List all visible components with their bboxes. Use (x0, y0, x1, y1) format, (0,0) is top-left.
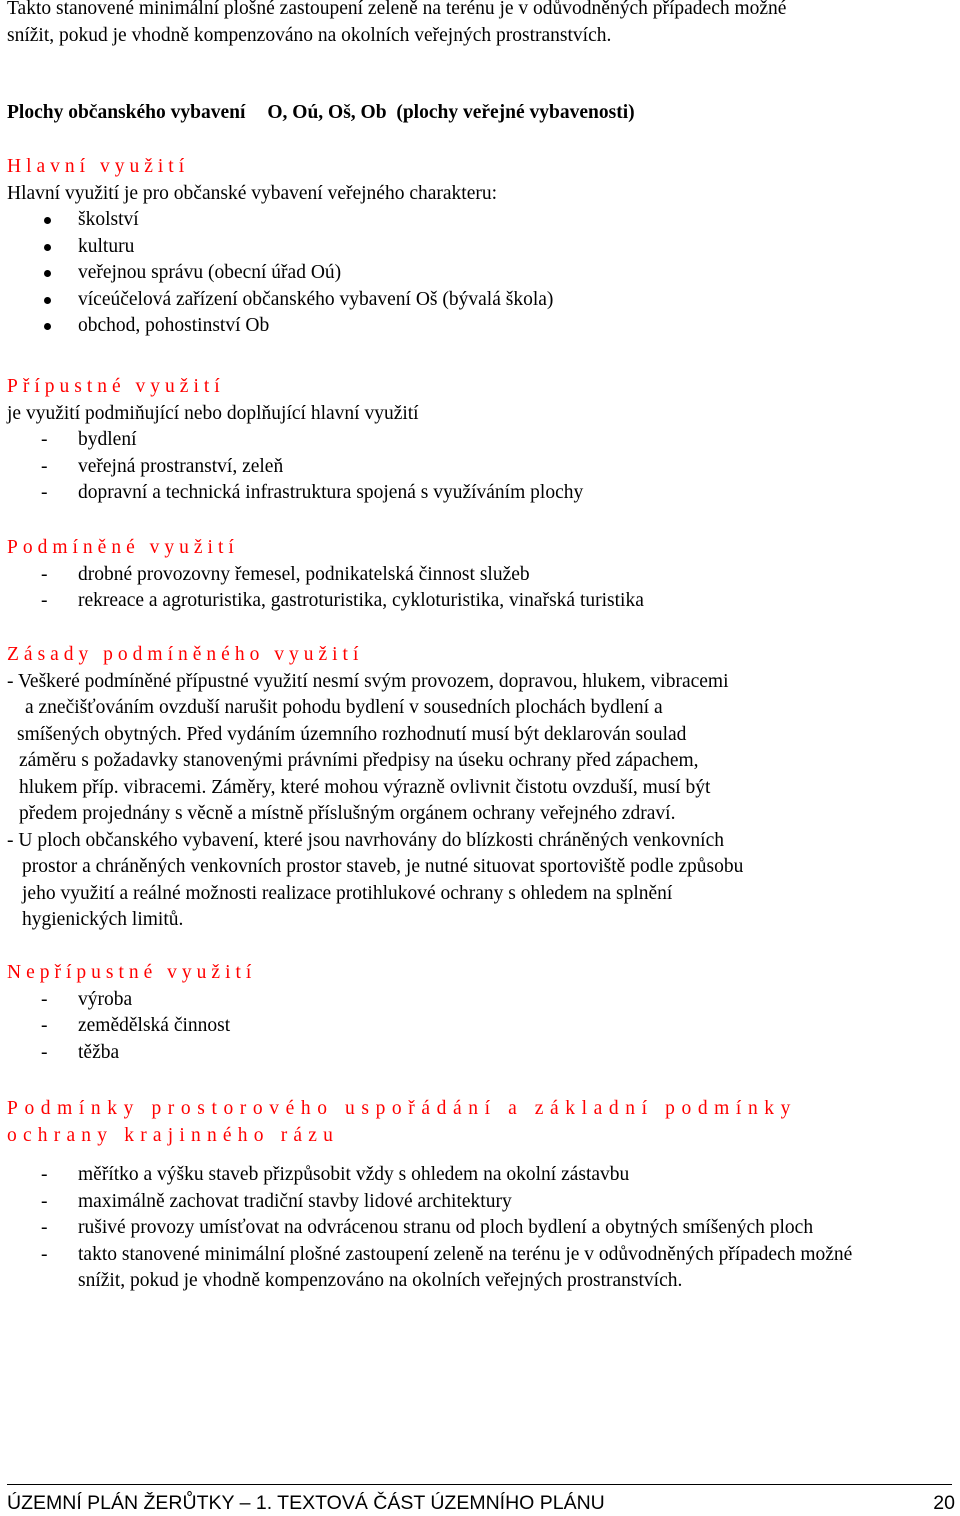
hlavni-list (7, 207, 952, 340)
footer-divider (7, 1484, 952, 1485)
intro-paragraph (7, 0, 952, 49)
zasady-paragraph-2 (7, 828, 952, 934)
pripustne-heading: Přípustné využití (7, 376, 225, 397)
podminky-heading-line1: Podmínky prostorového uspořádání a základní podmínky (7, 1098, 798, 1119)
text-line: hlukem příp. vibracemi. Záměry, které mohou výrazně ovlivnit čistotu ovzduší, musí být (19, 776, 711, 798)
list-item: - rušivé provozy umísťovat na odvrácenou stranu od ploch bydlení a obytných smíšených ploch (7, 1215, 952, 1242)
list-item: - bydlení (7, 427, 952, 454)
text-line: prostor a chráněných venkovních prostor staveb, je nutné situovat sportoviště podle způsobu (22, 856, 744, 877)
podminky-heading-line2: ochrany krajinného rázu (7, 1124, 340, 1146)
pripustne-vyuziti-section (7, 374, 952, 507)
text-line: hygienických limitů. (22, 909, 184, 930)
podminene-list (7, 562, 952, 615)
podminky-section (7, 1096, 952, 1149)
section-title-right: O, Oú, Oš, Ob (plochy veřejné vybavenosti) (267, 102, 635, 123)
list-item: - těžba (7, 1040, 952, 1067)
list-item: - maximálně zachovat tradiční stavby lidové architektury (7, 1189, 952, 1216)
text-line: - U ploch občanského vybavení, které jsou navrhovány do blízkosti chráněných venkovních (7, 829, 724, 851)
nepripustne-list (7, 987, 952, 1067)
footer-title: ÚZEMNÍ PLÁN ŽERŮTKY – 1. TEXTOVÁ ČÁST ÚZEMNÍHO PLÁNU (7, 1492, 605, 1514)
list-item: - drobné provozovny řemesel, podnikatelská činnost služeb (7, 562, 952, 589)
list-item: školství (7, 207, 952, 234)
list-item: víceúčelová zařízení občanského vybavení Oš (bývalá škola) (7, 287, 952, 314)
text-line: záměru s požadavky stanovenými právními předpisy na úseku ochrany před zápachem, (19, 750, 699, 771)
podminky-list-block (7, 1162, 952, 1295)
intro-line: Takto stanovené minimální plošné zastoupení zeleně na terénu je v odůvodněných případech možné (7, 0, 787, 19)
list-item: - dopravní a technická infrastruktura spojená s využíváním plochy (7, 480, 952, 507)
list-item: - zemědělská činnost (7, 1013, 952, 1040)
section-title-left: Plochy občanského vybavení (7, 102, 246, 123)
hlavni-lead: Hlavní využití je pro občanské vybavení veřejného charakteru: (7, 182, 498, 204)
text-line: předem projednány s věcně a místně příslušným orgánem ochrany veřejného zdraví. (19, 803, 676, 824)
hlavni-vyuziti-section (7, 154, 952, 340)
list-item: kulturu (7, 234, 952, 261)
section-title (7, 100, 952, 127)
zasady-heading: Zásady podmíněného využití (7, 644, 364, 665)
zasady-section (7, 642, 952, 934)
page-number: 20 (933, 1492, 955, 1514)
list-item: - měřítko a výšku staveb přizpůsobit vždy s ohledem na okolní zástavbu (7, 1162, 952, 1189)
text-line: a znečišťováním ovzduší narušit pohodu bydlení v sousedních plochách bydlení a (25, 697, 663, 718)
intro-line: snížit, pokud je vhodně kompenzováno na okolních veřejných prostranstvích. (7, 24, 612, 46)
pripustne-lead: je využití podmiňující nebo doplňující hlavní využití (7, 402, 419, 424)
nepripustne-heading: Nepřípustné využití (7, 962, 257, 983)
list-item: - veřejná prostranství, zeleň (7, 454, 952, 481)
text-line: - Veškeré podmíněné přípustné využití nesmí svým provozem, dopravou, hlukem, vibracemi (7, 670, 729, 692)
text-line: smíšených obytných. Před vydáním územního rozhodnutí musí být deklarován soulad (17, 723, 687, 745)
zasady-paragraph-1 (7, 669, 952, 828)
list-item: veřejnou správu (obecní úřad Oú) (7, 260, 952, 287)
nepripustne-vyuziti-section (7, 960, 952, 1066)
podminene-vyuziti-section (7, 535, 952, 615)
list-item: - rekreace a agroturistika, gastroturistika, cykloturistika, vinařská turistika (7, 588, 952, 615)
page-footer (7, 1490, 955, 1516)
list-item: - takto stanovené minimální plošné zastoupení zeleně na terénu je v odůvodněných případech možné snížit, pokud je vhodně kompenzováno na okolních veřejných prostranstvích. (7, 1242, 952, 1295)
podminky-list (7, 1162, 952, 1295)
text-line: jeho využití a reálné možnosti realizace protihlukové ochrany s ohledem na splnění (22, 882, 673, 904)
list-item: - výroba (7, 987, 952, 1014)
pripustne-list (7, 427, 952, 507)
list-item: obchod, pohostinství Ob (7, 313, 952, 340)
hlavni-heading: Hlavní využití (7, 156, 190, 177)
podminene-heading: Podmíněné využití (7, 537, 239, 558)
